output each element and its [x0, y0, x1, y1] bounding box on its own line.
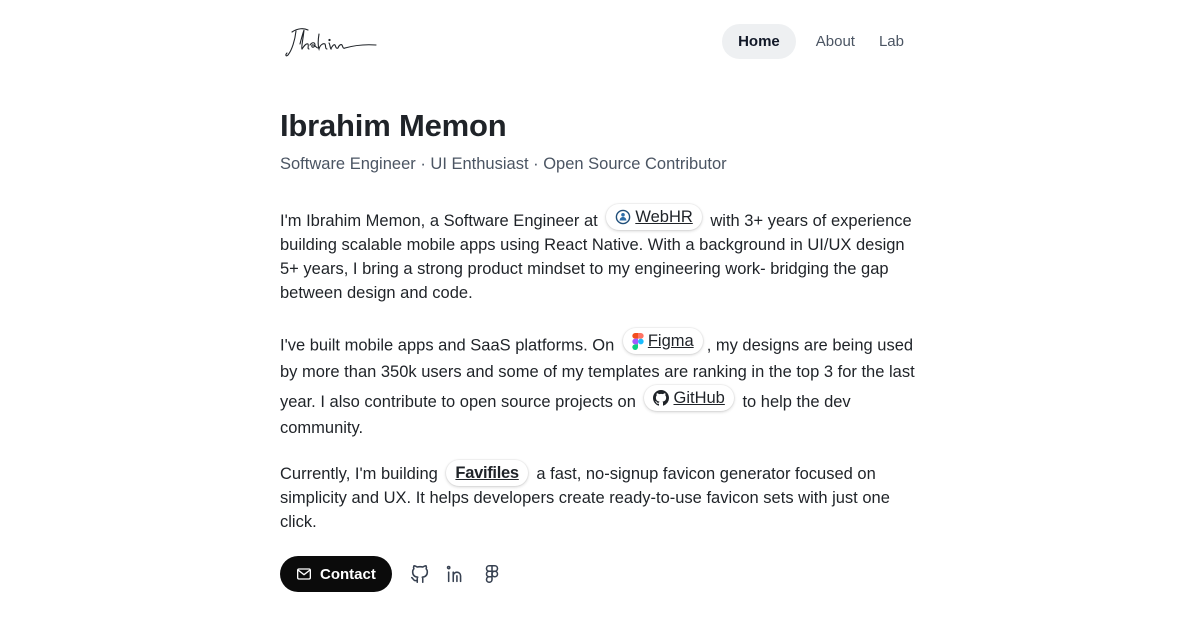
github-chip-label: GitHub	[673, 388, 725, 407]
nav-lab[interactable]: Lab	[878, 33, 904, 50]
text-segment: Currently, I'm building	[280, 465, 438, 483]
text-segment: a fast, no-signup favicon generator focused on simplicity and UX. It helps developers create ready-to-use favicon sets with just one click.	[280, 465, 890, 531]
github-icon	[409, 563, 431, 585]
figma-icon	[632, 333, 644, 350]
about-paragraph-2	[280, 328, 925, 441]
header	[280, 22, 920, 62]
favifiles-chip-label: Favifiles	[455, 464, 519, 482]
nav-about[interactable]: About	[815, 33, 855, 50]
action-bar	[280, 556, 506, 592]
text-segment: , my designs are being used by more than 350k users and some of my templates are ranking in the top 3 for the last year. I also contribute to open source projects on	[280, 336, 915, 411]
contact-button-label: Contact	[320, 565, 376, 583]
github-icon	[653, 390, 669, 406]
main-nav	[722, 24, 916, 59]
webhr-chip-label: WebHR	[635, 208, 693, 226]
github-chip[interactable]	[644, 385, 733, 411]
figma-icon	[481, 563, 503, 585]
figma-chip[interactable]	[623, 328, 703, 354]
text-segment: with 3+ years of experience building scalable mobile apps using React Native. With a background in UI/UX design 5+ years, I bring a strong product mindset to my engineering work- bridging the gap between design and code.	[280, 212, 912, 302]
webhr-chip[interactable]	[606, 204, 701, 230]
figma-chip-label: Figma	[647, 332, 694, 350]
github-link[interactable]	[406, 560, 434, 588]
text-segment: I'm Ibrahim Memon, a Software Engineer at	[280, 212, 598, 230]
figma-link[interactable]	[478, 560, 506, 588]
about-paragraph-1	[280, 204, 925, 305]
page-title: Ibrahim Memon	[280, 108, 507, 143]
tagline: Software Engineer · UI Enthusiast · Open Source Contributor	[280, 155, 727, 173]
favifiles-chip[interactable]	[446, 460, 527, 486]
about-paragraph-3	[280, 460, 925, 534]
signature-logo[interactable]	[282, 22, 382, 62]
text-segment: to help the dev community.	[280, 392, 851, 437]
linkedin-icon	[445, 563, 467, 585]
webhr-icon	[615, 209, 631, 225]
contact-button[interactable]	[280, 556, 392, 592]
mail-icon	[296, 566, 312, 582]
text-segment: I've built mobile apps and SaaS platforms. On	[280, 336, 615, 355]
nav-home[interactable]: Home	[722, 24, 796, 59]
linkedin-link[interactable]	[442, 560, 470, 588]
